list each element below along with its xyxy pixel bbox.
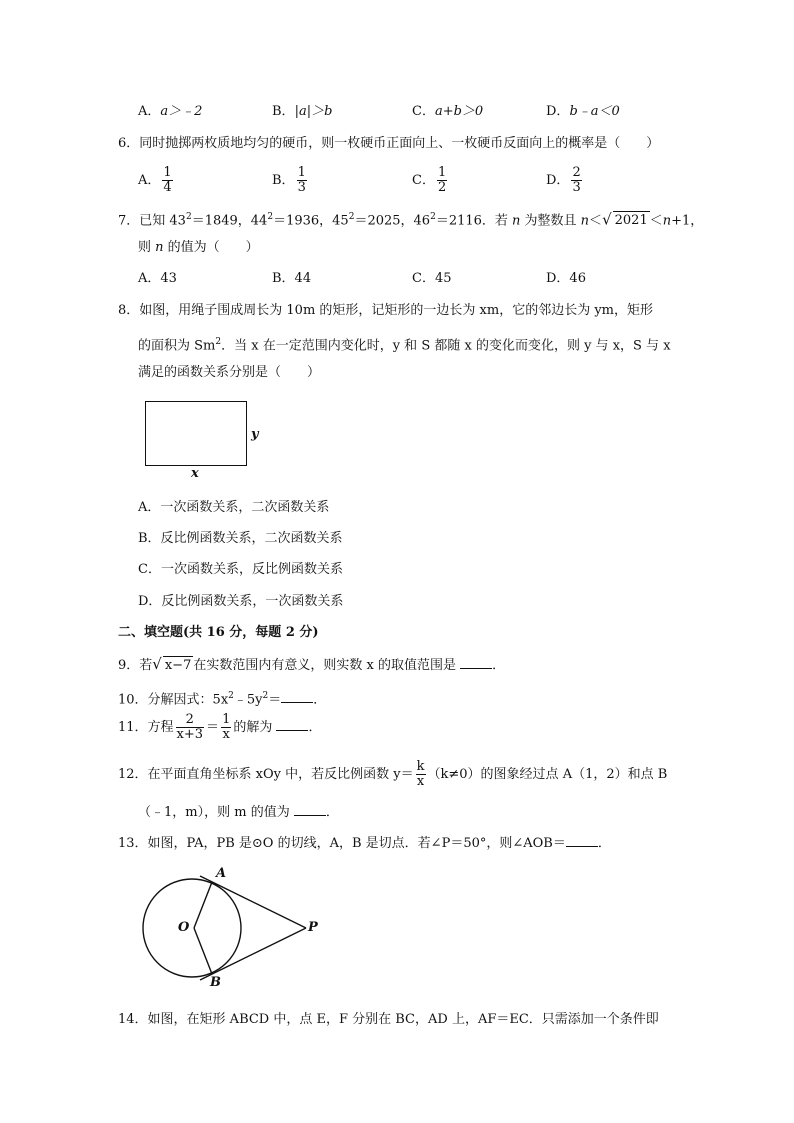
q8-fig-label-x: x [191, 466, 199, 481]
q5-option-b: B．|a|＞b [272, 104, 333, 119]
q12-stem-line1: 12．在平面直角坐标系 xOy 中，若反比例函数 y＝ $\frac{k}{x}$ （k≠0）的图象经过点 A（1，2）和点 B [118, 759, 668, 789]
q8-option-d: D．反比例函数关系，一次函数关系 [138, 594, 344, 609]
q10-answer-blank[interactable] [281, 690, 313, 703]
q6-option-a: A． $\frac{1}{4}$ [138, 165, 172, 195]
q13-label-p: P [308, 920, 318, 935]
q13-label-b: B [210, 975, 221, 990]
q8-option-b: B．反比例函数关系，二次函数关系 [138, 531, 343, 546]
q8-rectangle-figure [145, 401, 247, 466]
q5-option-c: C．a+b＞0 [412, 104, 484, 119]
q12-stem-line2: （﹣1，m），则 m 的值为 ． [138, 805, 339, 820]
q6-option-d: D． $\frac{2}{3}$ [546, 165, 581, 195]
q7-option-c: C．45 [412, 271, 452, 286]
q6-stem: 6．同时抛掷两枚质地均匀的硬币，则一枚硬币正面向上、一枚硬币反面向上的概率是（ ） [118, 136, 660, 151]
q13-stem: 13．如图，PA，PB 是⊙O 的切线，A，B 是切点．若∠P＝50°，则∠AOB＝ ． [118, 836, 611, 851]
q8-line1: 8．如图，用绳子围成周长为 10m 的矩形，记矩形的一边长为 xm，它的邻边长为 ym，矩形 [118, 303, 653, 318]
q13-label-a: A [216, 866, 227, 881]
q8-line2: 的面积为 Sm$^2$．当 x 在一定范围内变化时，y 和 S 都随 x 的变化而变化，则 y 与 x，S 与 x [138, 337, 671, 354]
q9-answer-blank[interactable] [460, 656, 492, 669]
q7-line2: 则 n 的值为（ ） [138, 240, 259, 255]
q8-fig-label-y: y [251, 427, 259, 442]
q7-option-b: B．44 [272, 271, 312, 286]
q7-radicand: 2021 [614, 213, 648, 229]
q11-answer-blank[interactable] [276, 718, 308, 731]
q13-label-o: O [178, 920, 190, 935]
section-title-fill-in: 二、填空题(共 16 分，每题 2 分) [118, 625, 319, 640]
q10-stem: 10．分解因式：$5x^2﹣5y^2=$ ． [118, 691, 327, 708]
q9-stem: 9．若√ x−7 在实数范围内有意义，则实数 x 的取值范围是 ． [118, 655, 506, 673]
q12-answer-blank[interactable] [294, 803, 326, 816]
q7-option-a: A．43 [138, 271, 177, 286]
q5-option-d: D．b﹣a＜0 [546, 104, 620, 119]
q13-circle-tangent-figure [140, 862, 330, 992]
q8-option-c: C．一次函数关系，反比例函数关系 [138, 562, 343, 577]
q7-stem: 7．已知 $43^2=1849$，$44^2=1936$，$45^2=2025$，$46^2=2116$．若 n 为整数且 n＜√ 2021 ＜n+1， [118, 210, 704, 229]
q11-stem: 11．方程 $\frac{2}{x+3}$ ＝ $\frac{1}{x}$ 的解为 ． [118, 712, 322, 742]
q13-answer-blank[interactable] [566, 834, 598, 847]
q6-option-b: B． $\frac{1}{3}$ [272, 165, 306, 195]
q8-option-a: A．一次函数关系，二次函数关系 [138, 500, 330, 515]
q7-option-d: D．46 [546, 271, 586, 286]
q5-option-a: A．a＞﹣2 [138, 104, 203, 119]
q14-stem: 14．如图，在矩形 ABCD 中，点 E，F 分别在 BC，AD 上，AF＝EC．只需添加一个条件即 [118, 1012, 659, 1027]
q8-line3: 满足的函数关系分别是（ ） [138, 365, 321, 380]
q6-option-c: C． $\frac{1}{2}$ [412, 165, 447, 195]
